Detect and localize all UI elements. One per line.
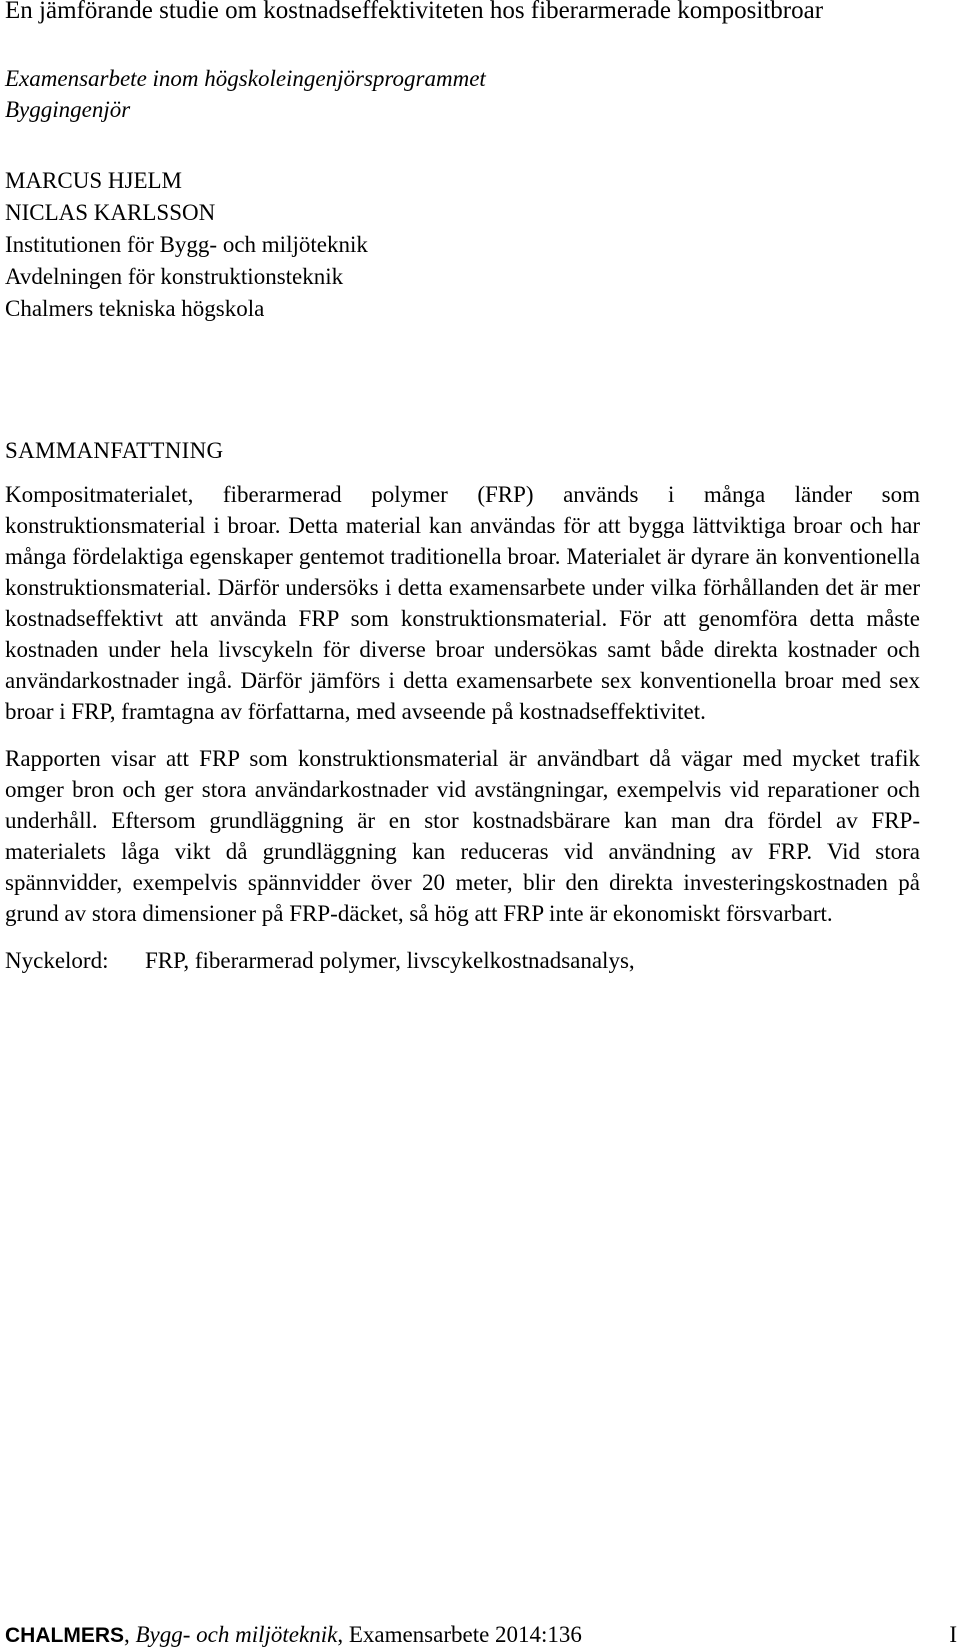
subtitle-line-programme: Examensarbete inom högskoleingenjörsprogrammet — [5, 66, 486, 91]
author-name-2: NICLAS KARLSSON — [5, 200, 216, 225]
keywords-label: Nyckelord: — [5, 948, 109, 973]
footer-institution: CHALMERS — [5, 1624, 124, 1647]
page-footer — [5, 1620, 957, 1651]
document-subtitle — [5, 63, 486, 125]
footer-department: Bygg- och miljöteknik — [135, 1622, 338, 1647]
abstract-paragraph-1: Kompositmaterialet, fiberarmerad polymer (FRP) används i många länder som konstruktionsmaterial i broar. Detta material kan användas för att bygga lättviktiga broar och har många fördelaktiga egenskaper gentemot traditionella broar. Materialet är dyrare än konventionella konstruktionsmaterial. Därför undersöks i detta examensarbete under vilka förhållanden det är mer kostnadseffektivt att använda FRP som konstruktionsmaterial. För att genomföra detta måste kostnaden under hela livscykeln för diverse broar undersökas samt både direkta kostnader och användarkostnader ingå. Därför jämförs i detta examensarbete sex konventionella broar med sex broar i FRP, framtagna av författarna, med avseende på kostnadseffektivitet. — [5, 482, 920, 724]
abstract-heading: SAMMANFATTNING — [5, 438, 224, 463]
author-block — [5, 165, 368, 325]
page-number: I — [949, 1622, 957, 1647]
keywords-line — [5, 945, 920, 976]
author-name-1: MARCUS HJELM — [5, 168, 183, 193]
affiliation-university: Chalmers tekniska högskola — [5, 296, 265, 321]
affiliation-division: Avdelningen för konstruktionsteknik — [5, 264, 344, 289]
abstract-body — [5, 479, 920, 976]
affiliation-department: Institutionen för Bygg- och miljöteknik — [5, 232, 368, 257]
subtitle-line-degree: Byggingenjör — [5, 97, 131, 122]
footer-report: , Examensarbete 2014:136 — [337, 1622, 582, 1647]
document-title: En jämförande studie om kostnadseffektiviteten hos fiberarmerade kompositbroar — [5, 0, 824, 24]
abstract-paragraph-2: Rapporten visar att FRP som konstruktionsmaterial är användbart då vägar med mycket trafik omger bron och ger stora användarkostnader vid avstängningar, exempelvis vid reparationer och underhåll. Eftersom grundläggning är en stor kostnadsbärare kan man dra fördel av FRP-materialets låga vikt då grundläggning kan reduceras vid användning av FRP. Vid stora spännvidder, exempelvis spännvidder över 20 meter, blir den direkta investeringskostnaden på grund av stora dimensioner på FRP-däcket, så hög att FRP inte är ekonomiskt försvarbart. — [5, 746, 920, 926]
keywords-value: FRP, fiberarmerad polymer, livscykelkostnadsanalys, — [145, 948, 635, 973]
footer-separator: , — [124, 1622, 136, 1647]
